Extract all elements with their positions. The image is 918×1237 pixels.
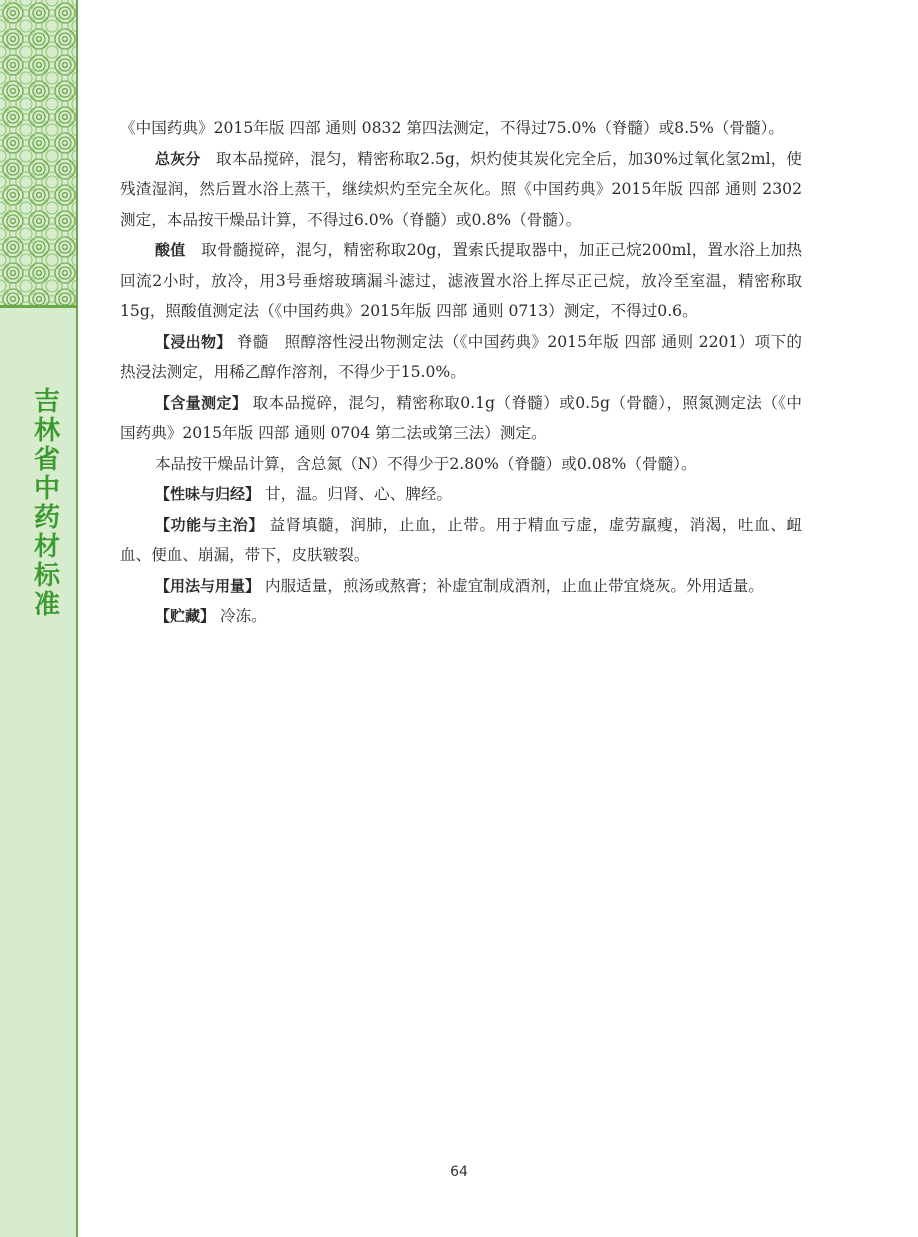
paragraph-text: 取本品搅碎，混匀，精密称取0.1g（脊髓）或0.5g（骨髓），照氮测定法（《中国药典》2015年版 四部 通则 0704 第二法或第三法）测定。: [120, 393, 802, 442]
paragraph-text: 本品按干燥品计算，含总氮（N）不得少于2.80%（脊髓）或0.08%（骨髓）。: [155, 454, 697, 473]
paragraph-extract: [120, 327, 802, 388]
page-number: 64: [450, 1164, 468, 1180]
section-heading: 【性味与归经】: [155, 485, 261, 503]
paragraph-text: 取本品搅碎，混匀，精密称取2.5g，炽灼使其炭化完全后，加30%过氧化氢2ml，使残渣湿润，然后置水浴上蒸干，继续炽灼至完全灰化。照《中国药典》2015年版 四部 通则 2302测定，本品按干燥品计算，不得过6.0%（脊髓）或0.8%（骨髓）。: [120, 149, 802, 229]
sidebar: [0, 0, 78, 1237]
paragraph-function: [120, 510, 802, 571]
paragraph-text: 脊髓 照醇溶性浸出物测定法（《中国药典》2015年版 四部 通则 2201）项下的热浸法测定，用稀乙醇作溶剂，不得少于15.0%。: [120, 332, 802, 381]
paragraph-total-ash: [120, 144, 802, 236]
paragraph-text: 冷冻。: [215, 607, 267, 625]
page-body: [120, 113, 802, 632]
paragraph-text: 益肾填髓，润肺，止血，止带。用于精血亏虚，虚劳羸瘦，消渴，吐血、衄血、便血、崩漏，带下，皮肤皲裂。: [120, 515, 802, 564]
section-heading: 【用法与用量】: [155, 576, 261, 595]
paragraph-text: 甘，温。归肾、心、脾经。: [260, 485, 453, 503]
section-heading: 【贮藏】: [155, 607, 216, 625]
section-heading: 【含量测定】: [155, 393, 248, 412]
paragraph-acid-value: [120, 235, 802, 327]
section-heading: 【功能与主治】: [155, 515, 264, 534]
paragraph-storage: [120, 601, 802, 632]
paragraph-usage: [120, 571, 802, 602]
decorative-cloud-pattern: [0, 0, 76, 308]
paragraph-text: 取骨髓搅碎，混匀，精密称取20g，置索氏提取器中，加正己烷200ml，置水浴上加热回流2小时，放冷，用3号垂熔玻璃漏斗滤过，滤液置水浴上挥尽正己烷，放冷至室温，精密称取15g，照酸值测定法（《中国药典》2015年版 四部 通则 0713）测定，不得过0.6。: [120, 241, 802, 320]
paragraph-taste-meridian: [120, 479, 802, 510]
section-heading: 【浸出物】: [155, 332, 232, 351]
paragraph-assay-limit: [120, 449, 802, 480]
paragraph-text: 《中国药典》2015年版 四部 通则 0832 第四法测定，不得过75.0%（脊髓）或8.5%（骨髓）。: [120, 119, 784, 137]
section-heading: 总灰分: [155, 149, 201, 168]
cloud-pattern-icon: [0, 0, 76, 308]
paragraph-text: 内服适量，煎汤或熬膏；补虚宜制成酒剂，止血止带宜烧灰。外用适量。: [260, 576, 764, 595]
section-heading: 酸值: [155, 241, 186, 259]
paragraph-assay: [120, 388, 802, 449]
paragraph: [120, 113, 802, 144]
sidebar-title: 吉林省中药材标准: [33, 387, 60, 620]
